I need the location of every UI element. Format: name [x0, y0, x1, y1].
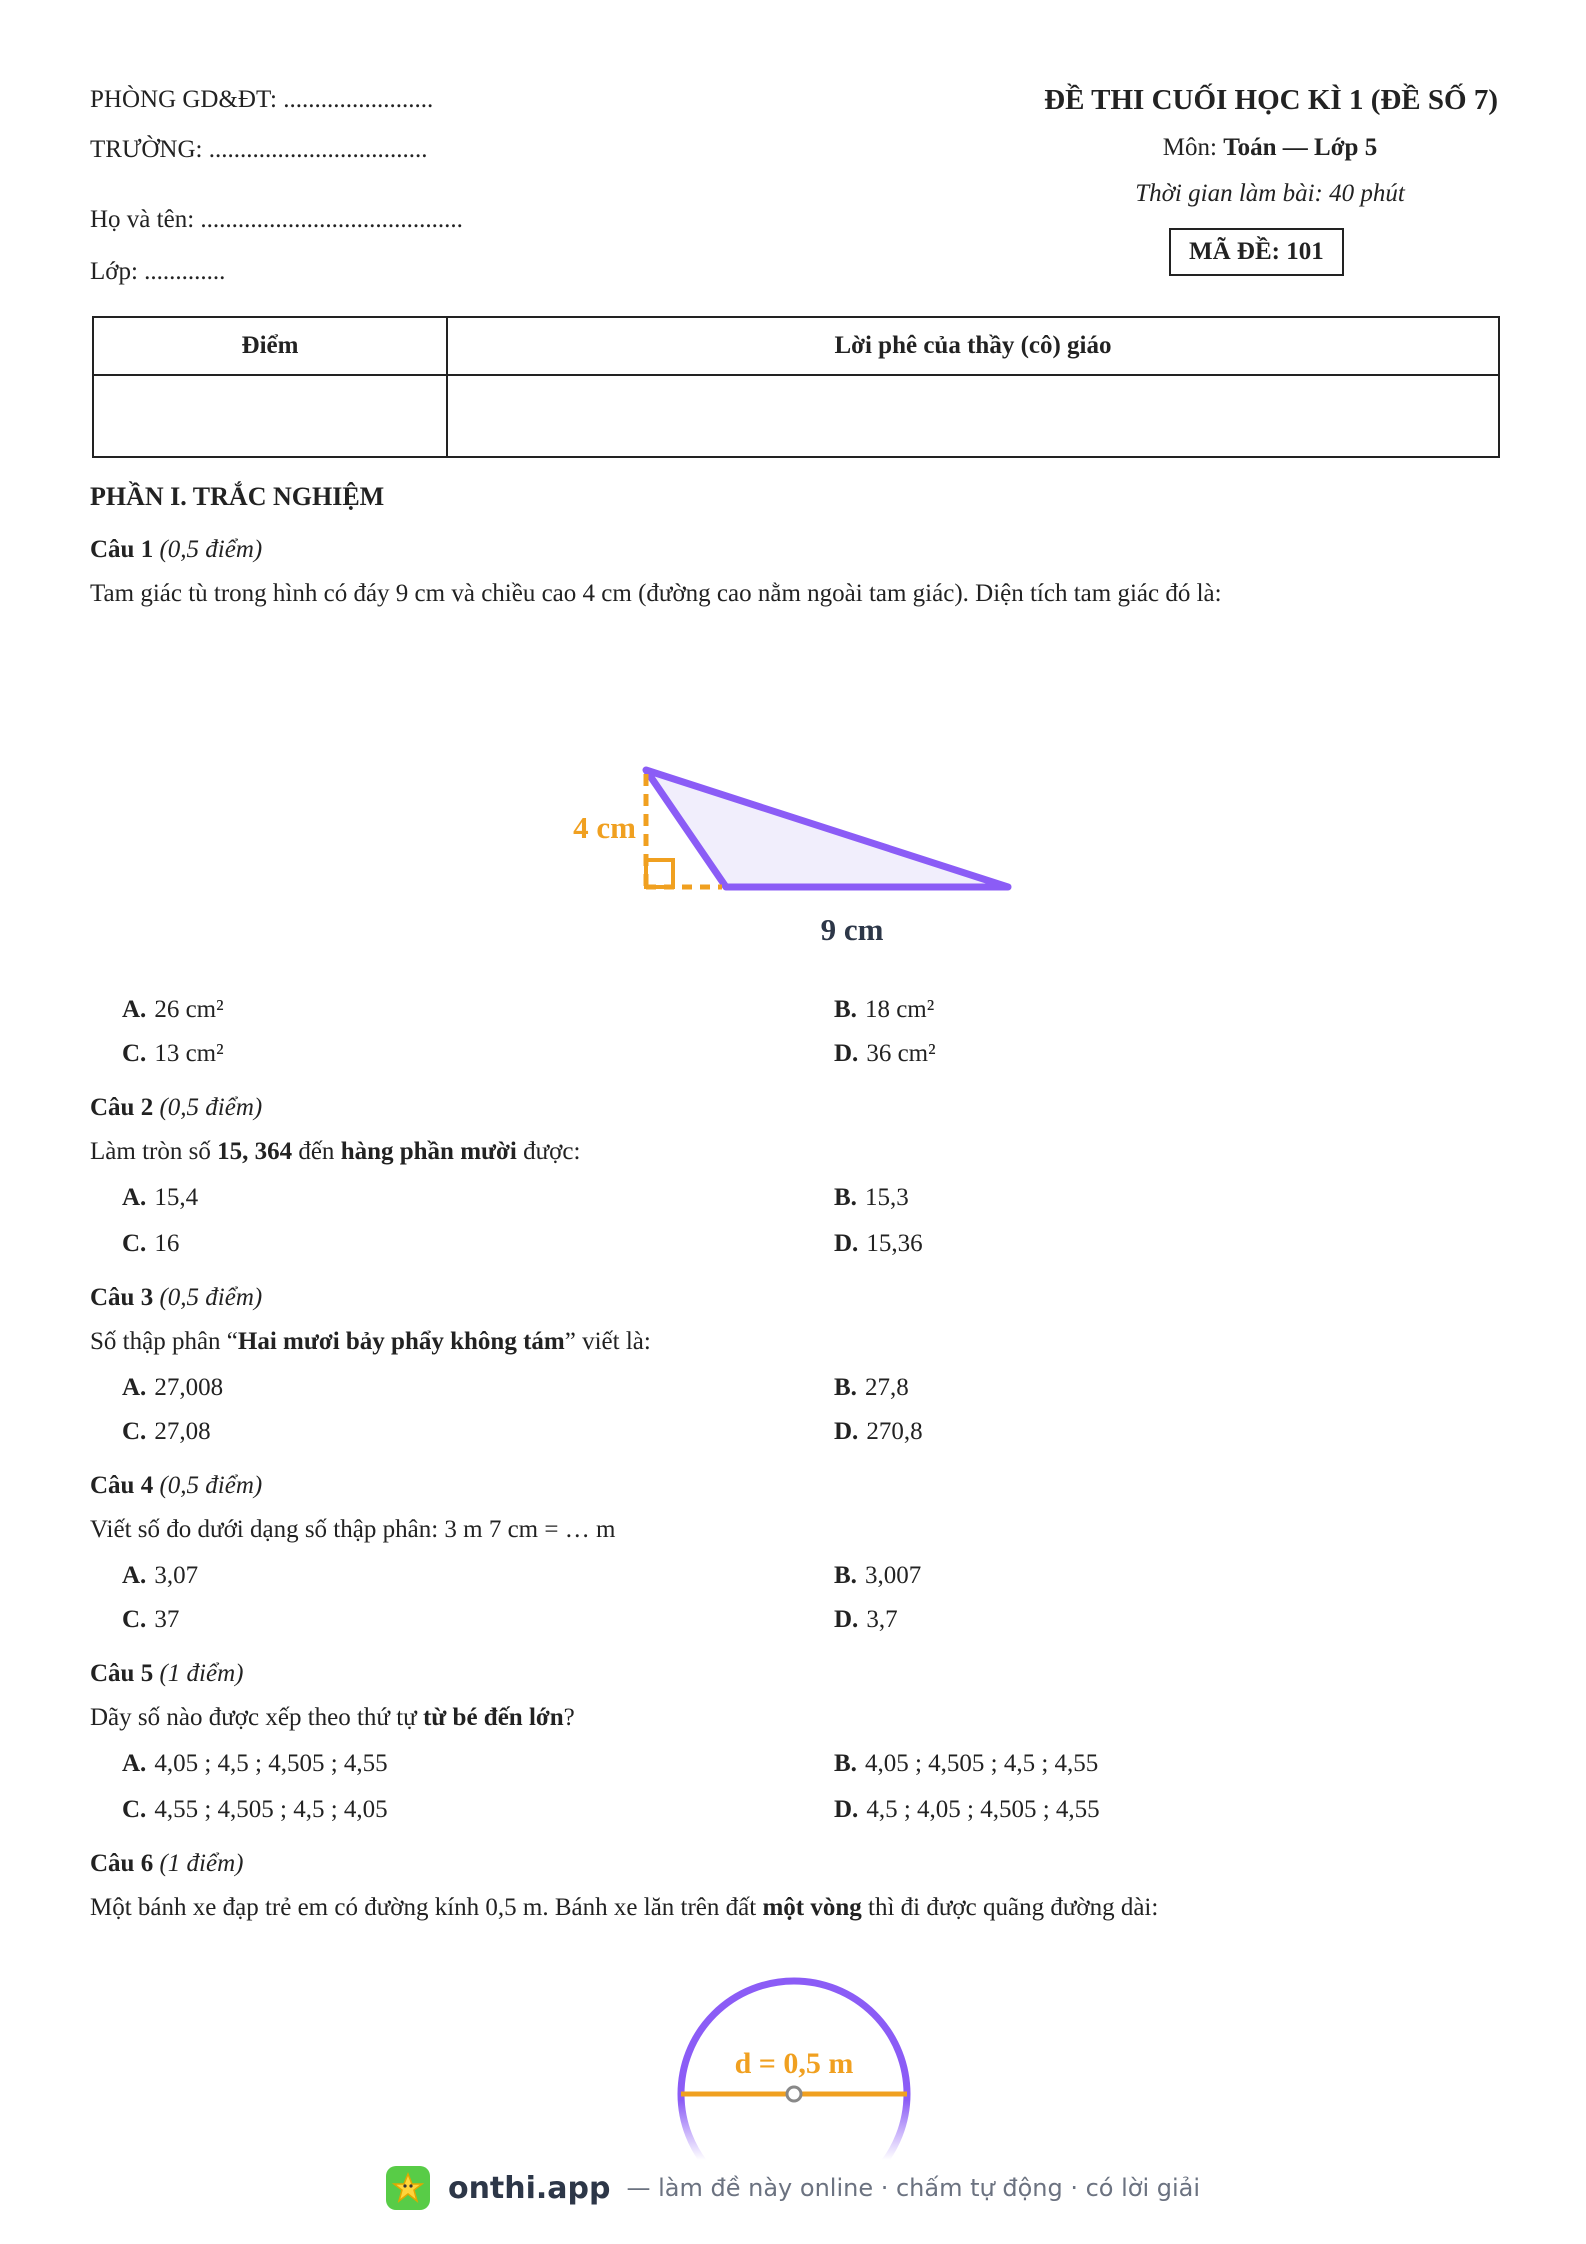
- q3-option-a-letter: A.: [122, 1374, 147, 1401]
- q1-option-b-letter: B.: [834, 996, 857, 1023]
- brand-name: onthi.app: [447, 2170, 611, 2206]
- q5-option-b[interactable]: [834, 1750, 1098, 1778]
- q2-emphasis: hàng phần mười: [340, 1138, 517, 1165]
- q2-option-b-text: 15,3: [864, 1184, 909, 1211]
- right-angle-marker: [646, 860, 673, 887]
- q3-label: Câu 3: [90, 1284, 154, 1311]
- q4-option-d-letter: D.: [834, 1606, 859, 1633]
- class-field: Lớp: .............: [90, 258, 226, 285]
- q4-option-b-letter: B.: [834, 1562, 857, 1589]
- q5-option-b-text: 4,05 ; 4,505 ; 4,5 ; 4,55: [864, 1750, 1099, 1777]
- q5-text-pre: Dãy số nào được xếp theo thứ tự: [90, 1704, 423, 1731]
- q6-label: Câu 6: [90, 1850, 154, 1877]
- q2-option-c-letter: C.: [122, 1230, 147, 1257]
- department-field: PHÒNG GD&ĐT: ........................: [90, 86, 434, 113]
- q3-option-d[interactable]: [834, 1418, 923, 1446]
- subject-prefix: Môn:: [1162, 134, 1224, 161]
- q2-number: 15, 364: [217, 1138, 293, 1165]
- q3-text-post: ” viết là:: [564, 1328, 651, 1355]
- teacher-comment-header: Lời phê của thầy (cô) giáo: [447, 317, 1499, 375]
- q3-option-b-letter: B.: [834, 1374, 857, 1401]
- footer-banner[interactable]: [0, 2160, 1586, 2216]
- exam-title: ĐỀ THI CUỐI HỌC KÌ 1 (ĐỀ SỐ 7): [1044, 84, 1498, 116]
- q4-option-d-text: 3,7: [866, 1606, 898, 1633]
- q4-option-c-text: 37: [154, 1606, 180, 1633]
- height-label: 4 cm: [573, 810, 636, 845]
- q3-text-pre: Số thập phân “: [90, 1328, 238, 1355]
- subject-name: Toán — Lớp 5: [1223, 134, 1378, 161]
- teacher-comment-cell: [447, 375, 1499, 457]
- q2-points: (0,5 điểm): [159, 1094, 263, 1121]
- q3-option-a-text: 27,008: [154, 1374, 224, 1401]
- q3-option-c-text: 27,08: [154, 1418, 211, 1445]
- q4-option-b-text: 3,007: [864, 1562, 922, 1589]
- q3-text: [90, 1328, 651, 1356]
- triangle-shape: [646, 770, 1008, 887]
- q3-title: [90, 1284, 262, 1312]
- base-label: 9 cm: [820, 912, 884, 947]
- footer-tagline: — làm đề này online · chấm tự động · có lời giải: [626, 2174, 1201, 2202]
- q2-label: Câu 2: [90, 1094, 154, 1121]
- section-title: PHẦN I. TRẮC NGHIỆM: [90, 482, 385, 511]
- q2-option-d[interactable]: [834, 1230, 923, 1258]
- q1-option-b-text: 18 cm²: [864, 996, 935, 1023]
- score-header: Điểm: [93, 317, 447, 375]
- diameter-label: d = 0,5 m: [734, 2047, 854, 2080]
- q6-text: [90, 1894, 1158, 1922]
- q1-option-c[interactable]: [122, 1040, 224, 1068]
- score-cell: [93, 375, 447, 457]
- exam-code-box: MÃ ĐỀ: 101: [1169, 228, 1344, 276]
- q6-text-post: thì đi được quãng đường dài:: [861, 1894, 1159, 1921]
- q5-option-d-text: 4,5 ; 4,05 ; 4,505 ; 4,55: [866, 1796, 1100, 1823]
- q5-option-c-letter: C.: [122, 1796, 147, 1823]
- fade-overlay: [660, 2100, 930, 2160]
- q1-option-c-letter: C.: [122, 1040, 147, 1067]
- q5-option-c[interactable]: [122, 1796, 388, 1824]
- subject-line: [1040, 134, 1500, 162]
- q2-title: [90, 1094, 262, 1122]
- q6-text-pre: Một bánh xe đạp trẻ em có đường kính 0,5 m. Bánh xe lăn trên đất: [90, 1894, 763, 1921]
- q4-option-d[interactable]: [834, 1606, 898, 1634]
- q4-text: Viết số đo dưới dạng số thập phân: 3 m 7 cm = … m: [90, 1516, 616, 1543]
- q4-option-a[interactable]: [122, 1562, 198, 1590]
- triangle-figure: [540, 740, 1040, 960]
- q1-option-d-letter: D.: [834, 1040, 859, 1067]
- q1-text: Tam giác tù trong hình có đáy 9 cm và chiều cao 4 cm (đường cao nằm ngoài tam giác). Diện tích tam giác đó là:: [90, 580, 1222, 607]
- q2-option-c-text: 16: [154, 1230, 180, 1257]
- q2-option-b[interactable]: [834, 1184, 909, 1212]
- q6-emphasis: một vòng: [762, 1894, 862, 1921]
- q5-emphasis: từ bé đến lớn: [422, 1704, 564, 1731]
- q2-option-b-letter: B.: [834, 1184, 857, 1211]
- q5-text: [90, 1704, 575, 1732]
- q1-option-a[interactable]: [122, 996, 224, 1024]
- star-icon: [391, 2171, 425, 2205]
- q5-title: [90, 1660, 243, 1688]
- q4-option-c-letter: C.: [122, 1606, 147, 1633]
- q3-points: (0,5 điểm): [159, 1284, 263, 1311]
- q2-option-a-text: 15,4: [154, 1184, 199, 1211]
- q5-points: (1 điểm): [159, 1660, 244, 1687]
- q1-option-d[interactable]: [834, 1040, 936, 1068]
- q2-text-mid: đến: [292, 1138, 341, 1165]
- q2-option-c[interactable]: [122, 1230, 179, 1258]
- q1-option-d-text: 36 cm²: [866, 1040, 936, 1067]
- q5-option-c-text: 4,55 ; 4,505 ; 4,5 ; 4,05: [154, 1796, 388, 1823]
- score-table: [92, 316, 1500, 458]
- q3-option-d-text: 270,8: [866, 1418, 923, 1445]
- q5-option-a-text: 4,05 ; 4,5 ; 4,505 ; 4,55: [154, 1750, 388, 1777]
- q1-option-a-text: 26 cm²: [154, 996, 224, 1023]
- q4-option-c[interactable]: [122, 1606, 179, 1634]
- q1-title: [90, 536, 262, 564]
- q1-option-b[interactable]: [834, 996, 934, 1024]
- q2-text: [90, 1138, 580, 1166]
- q2-option-d-text: 15,36: [866, 1230, 923, 1257]
- q3-option-d-letter: D.: [834, 1418, 859, 1445]
- q2-text-pre: Làm tròn số: [90, 1138, 218, 1165]
- q1-label: Câu 1: [90, 536, 154, 563]
- q3-option-a[interactable]: [122, 1374, 223, 1402]
- exam-time: Thời gian làm bài: 40 phút: [1135, 180, 1405, 207]
- q4-label: Câu 4: [90, 1472, 154, 1499]
- q5-option-a[interactable]: [122, 1750, 388, 1778]
- q3-option-c[interactable]: [122, 1418, 211, 1446]
- q4-option-a-letter: A.: [122, 1562, 147, 1589]
- q6-points: (1 điểm): [159, 1850, 244, 1877]
- q5-text-post: ?: [563, 1704, 575, 1731]
- wheel-center-dot: [787, 2087, 801, 2101]
- q1-option-c-text: 13 cm²: [154, 1040, 224, 1067]
- q5-option-b-letter: B.: [834, 1750, 857, 1777]
- onthi-logo: [386, 2166, 430, 2210]
- q5-option-a-letter: A.: [122, 1750, 147, 1777]
- q4-option-a-text: 3,07: [154, 1562, 199, 1589]
- q3-option-b-text: 27,8: [864, 1374, 909, 1401]
- q2-text-post: được:: [516, 1138, 581, 1165]
- q3-option-b[interactable]: [834, 1374, 909, 1402]
- q1-points: (0,5 điểm): [159, 536, 263, 563]
- q1-option-a-letter: A.: [122, 996, 147, 1023]
- q5-option-d-letter: D.: [834, 1796, 859, 1823]
- q2-option-a-letter: A.: [122, 1184, 147, 1211]
- school-field: TRƯỜNG: ...................................: [90, 136, 428, 163]
- q3-emphasis: Hai mươi bảy phẩy không tám: [237, 1328, 565, 1355]
- student-name-field: Họ và tên: ..........................................: [90, 206, 463, 233]
- q3-option-c-letter: C.: [122, 1418, 147, 1445]
- q2-option-d-letter: D.: [834, 1230, 859, 1257]
- q5-option-d[interactable]: [834, 1796, 1100, 1824]
- q4-title: [90, 1472, 262, 1500]
- q4-option-b[interactable]: [834, 1562, 921, 1590]
- q4-points: (0,5 điểm): [159, 1472, 263, 1499]
- q6-title: [90, 1850, 243, 1878]
- wheel-figure: [660, 1960, 930, 2160]
- q2-option-a[interactable]: [122, 1184, 198, 1212]
- q5-label: Câu 5: [90, 1660, 154, 1687]
